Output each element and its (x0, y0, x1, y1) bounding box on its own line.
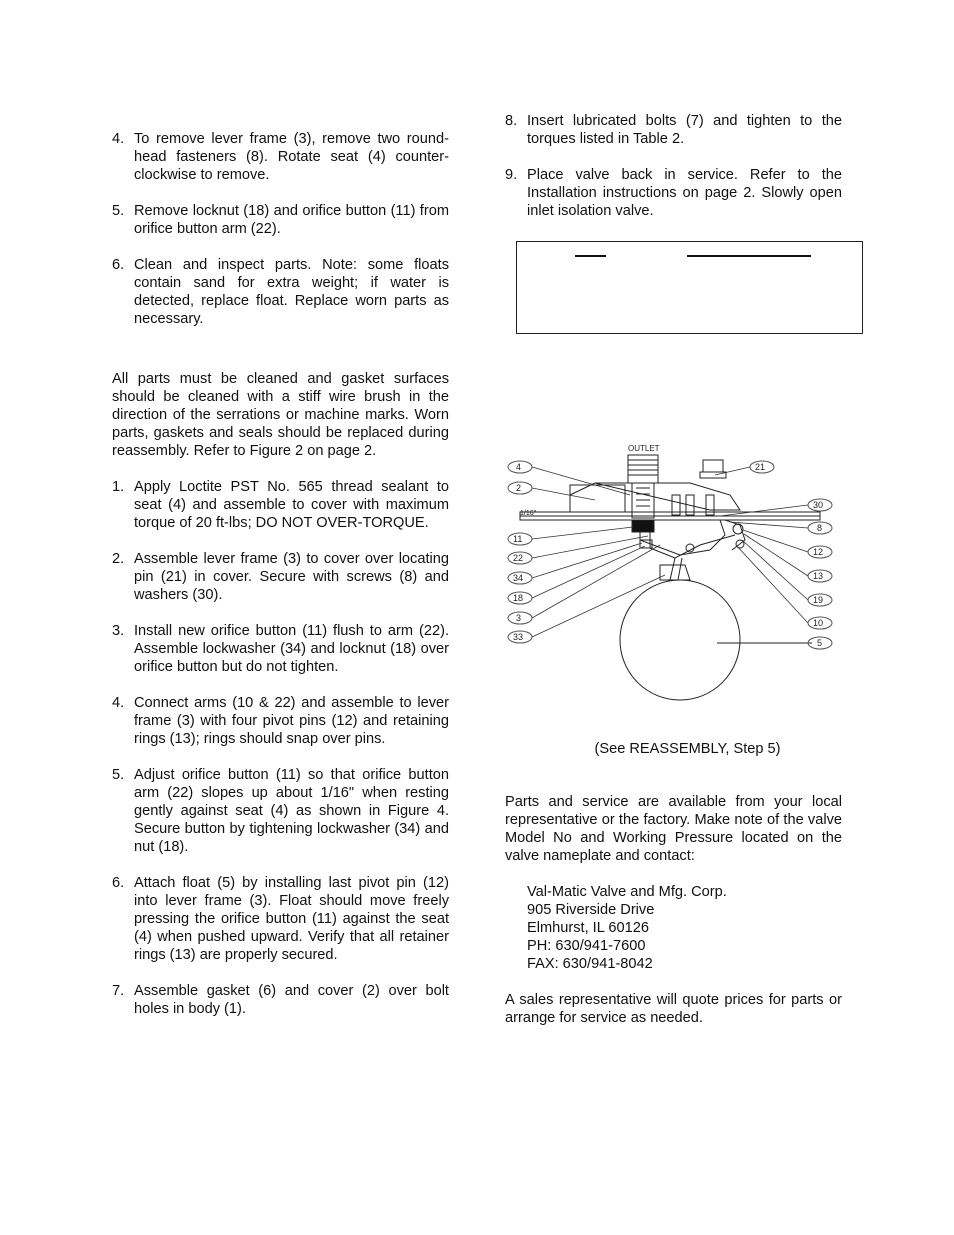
address-phone: PH: 630/941-7600 (527, 938, 646, 954)
callout-11 (508, 533, 532, 545)
svg-text:10: 10 (813, 618, 824, 628)
callout-22 (508, 552, 532, 564)
step-text: Place valve back in service. Refer to the Installation instructions on page 2. Slowly open inlet isolation valve. (527, 167, 842, 219)
address-city: Elmhurst, IL 60126 (527, 920, 649, 936)
svg-text:4: 4 (516, 462, 522, 472)
float (620, 580, 740, 700)
step-text: Connect arms (10 & 22) and assemble to lever frame (3) with four pivot pins (12) and retaining rings (13); rings should snap over pins. (134, 695, 449, 747)
table-header-rule (687, 255, 811, 257)
step-text: Assemble lever frame (3) to cover over locating pin (21) in cover. Secure with screws (8) and washers (30). (134, 551, 449, 603)
reassembly-step-7 (112, 982, 449, 1018)
step-number: 9. (505, 167, 518, 183)
reassembly-intro: All parts must be cleaned and gasket surfaces should be cleaned with a stiff wire brush in the direction of the serrations or machine marks. Worn parts, gaskets and seals should be replaced during reassembly. Refer to Figure 2 on page 2. (112, 371, 449, 459)
step-number: 7. (112, 983, 125, 999)
torque-table-box (516, 241, 863, 334)
reassembly-step-5 (112, 766, 449, 856)
svg-text:3: 3 (516, 613, 522, 623)
step-number: 8. (505, 113, 518, 129)
callout-4 (508, 461, 532, 473)
callout-33 (508, 631, 532, 643)
outlet-neck (628, 455, 658, 483)
figure-caption: (See REASSEMBLY, Step 5) (594, 741, 781, 757)
callout-8 (808, 522, 832, 534)
reassembly-step-3 (112, 622, 449, 676)
svg-text:18: 18 (513, 593, 524, 603)
disassembly-step-5 (112, 202, 449, 238)
step-text: Assemble gasket (6) and cover (2) over bolt holes in body (1). (134, 983, 449, 1017)
svg-text:11: 11 (513, 534, 523, 544)
step-number: 2. (112, 551, 125, 567)
closing-text: A sales representative will quote prices for parts or arrange for service as needed. (505, 992, 842, 1026)
step-text: Attach float (5) by installing last pivot pin (12) into lever frame (3). Float should move freely pressing the orifice button (11) against the seat (4) when pushed upward. Verify that all retainer rings (13) are properly secured. (134, 875, 449, 963)
address-company: Val-Matic Valve and Mfg. Corp. (527, 884, 727, 900)
callout-21 (750, 461, 774, 473)
cover-top (595, 483, 740, 510)
callout-12 (808, 546, 832, 558)
step-number: 6. (112, 875, 125, 891)
step-text: To remove lever frame (3), remove two round-head fasteners (8). Rotate seat (4) counter-clockwise to remove. (134, 131, 449, 183)
callout-34 (508, 572, 532, 584)
svg-text:21: 21 (755, 462, 766, 472)
callout-19 (808, 594, 832, 606)
callout-30 (808, 499, 832, 511)
address-fax: FAX: 630/941-8042 (527, 956, 653, 972)
address-block (527, 883, 842, 973)
svg-text:5: 5 (817, 638, 823, 648)
svg-text:13: 13 (813, 571, 824, 581)
float-clamp (660, 565, 690, 580)
svg-text:12: 12 (813, 547, 824, 557)
step-number: 5. (112, 767, 125, 783)
dimension-label: 1/16" (520, 510, 537, 517)
cover-flange-left (570, 485, 625, 512)
callout-18 (508, 592, 532, 604)
outlet-label: OUTLET (628, 444, 660, 453)
address-street: 905 Riverside Drive (527, 902, 655, 918)
step-text: Remove locknut (18) and orifice button (11) from orifice button arm (22). (134, 203, 449, 237)
step-text: Install new orifice button (11) flush to arm (22). Assemble lockwasher (34) and locknut (18) over orifice button but do not tighten. (134, 623, 449, 675)
hex-bolt (703, 460, 723, 472)
reassembly-step-4 (112, 694, 449, 748)
svg-text:8: 8 (817, 523, 823, 533)
disassembly-step-4 (112, 130, 449, 184)
disassembly-step-6 (112, 256, 449, 328)
step-number: 4. (112, 695, 125, 711)
reassembly-step-1 (112, 478, 449, 532)
callout-2 (508, 482, 532, 494)
callout-13 (808, 570, 832, 582)
float-mechanism-figure (500, 440, 860, 710)
svg-text:19: 19 (813, 595, 824, 605)
right-column (505, 112, 842, 238)
step-number: 1. (112, 479, 125, 495)
orifice-button (632, 520, 654, 532)
step-text: Apply Loctite PST No. 565 thread sealant to seat (4) and assemble to cover with maximum torque of 20 ft-lbs; DO NOT OVER-TORQUE. (134, 479, 449, 531)
step-number: 4. (112, 131, 125, 147)
left-column (112, 130, 449, 1036)
callout-3 (508, 612, 532, 624)
svg-text:33: 33 (513, 632, 524, 642)
table-header-rule (575, 255, 606, 257)
figure-drawing (500, 440, 860, 710)
step-number: 5. (112, 203, 125, 219)
parts-and-service (505, 793, 842, 1027)
step-number: 3. (112, 623, 125, 639)
svg-text:22: 22 (513, 553, 524, 563)
parts-service-text: Parts and service are available from your local representative or the factory. Make note of the valve Model No and Working Pressure located on the valve nameplate and contact: (505, 794, 842, 864)
callout-10 (808, 617, 832, 629)
step-text: Insert lubricated bolts (7) and tighten to the torques listed in Table 2. (527, 113, 842, 147)
svg-text:30: 30 (813, 500, 824, 510)
step-text: Clean and inspect parts. Note: some floats contain sand for extra weight; if water is detected, replace float. Replace worn parts as necessary. (134, 257, 449, 327)
reassembly-step-8 (505, 112, 842, 148)
reassembly-step-9 (505, 166, 842, 220)
step-number: 6. (112, 257, 125, 273)
reassembly-step-6 (112, 874, 449, 964)
svg-text:34: 34 (513, 573, 524, 583)
svg-text:2: 2 (516, 483, 522, 493)
step-text: Adjust orifice button (11) so that orifice button arm (22) slopes up about 1/16" when resting gently against seat (4) as shown in Figure 4. Secure button by tightening lockwasher (34) and nut (18). (134, 767, 449, 855)
reassembly-step-2 (112, 550, 449, 604)
